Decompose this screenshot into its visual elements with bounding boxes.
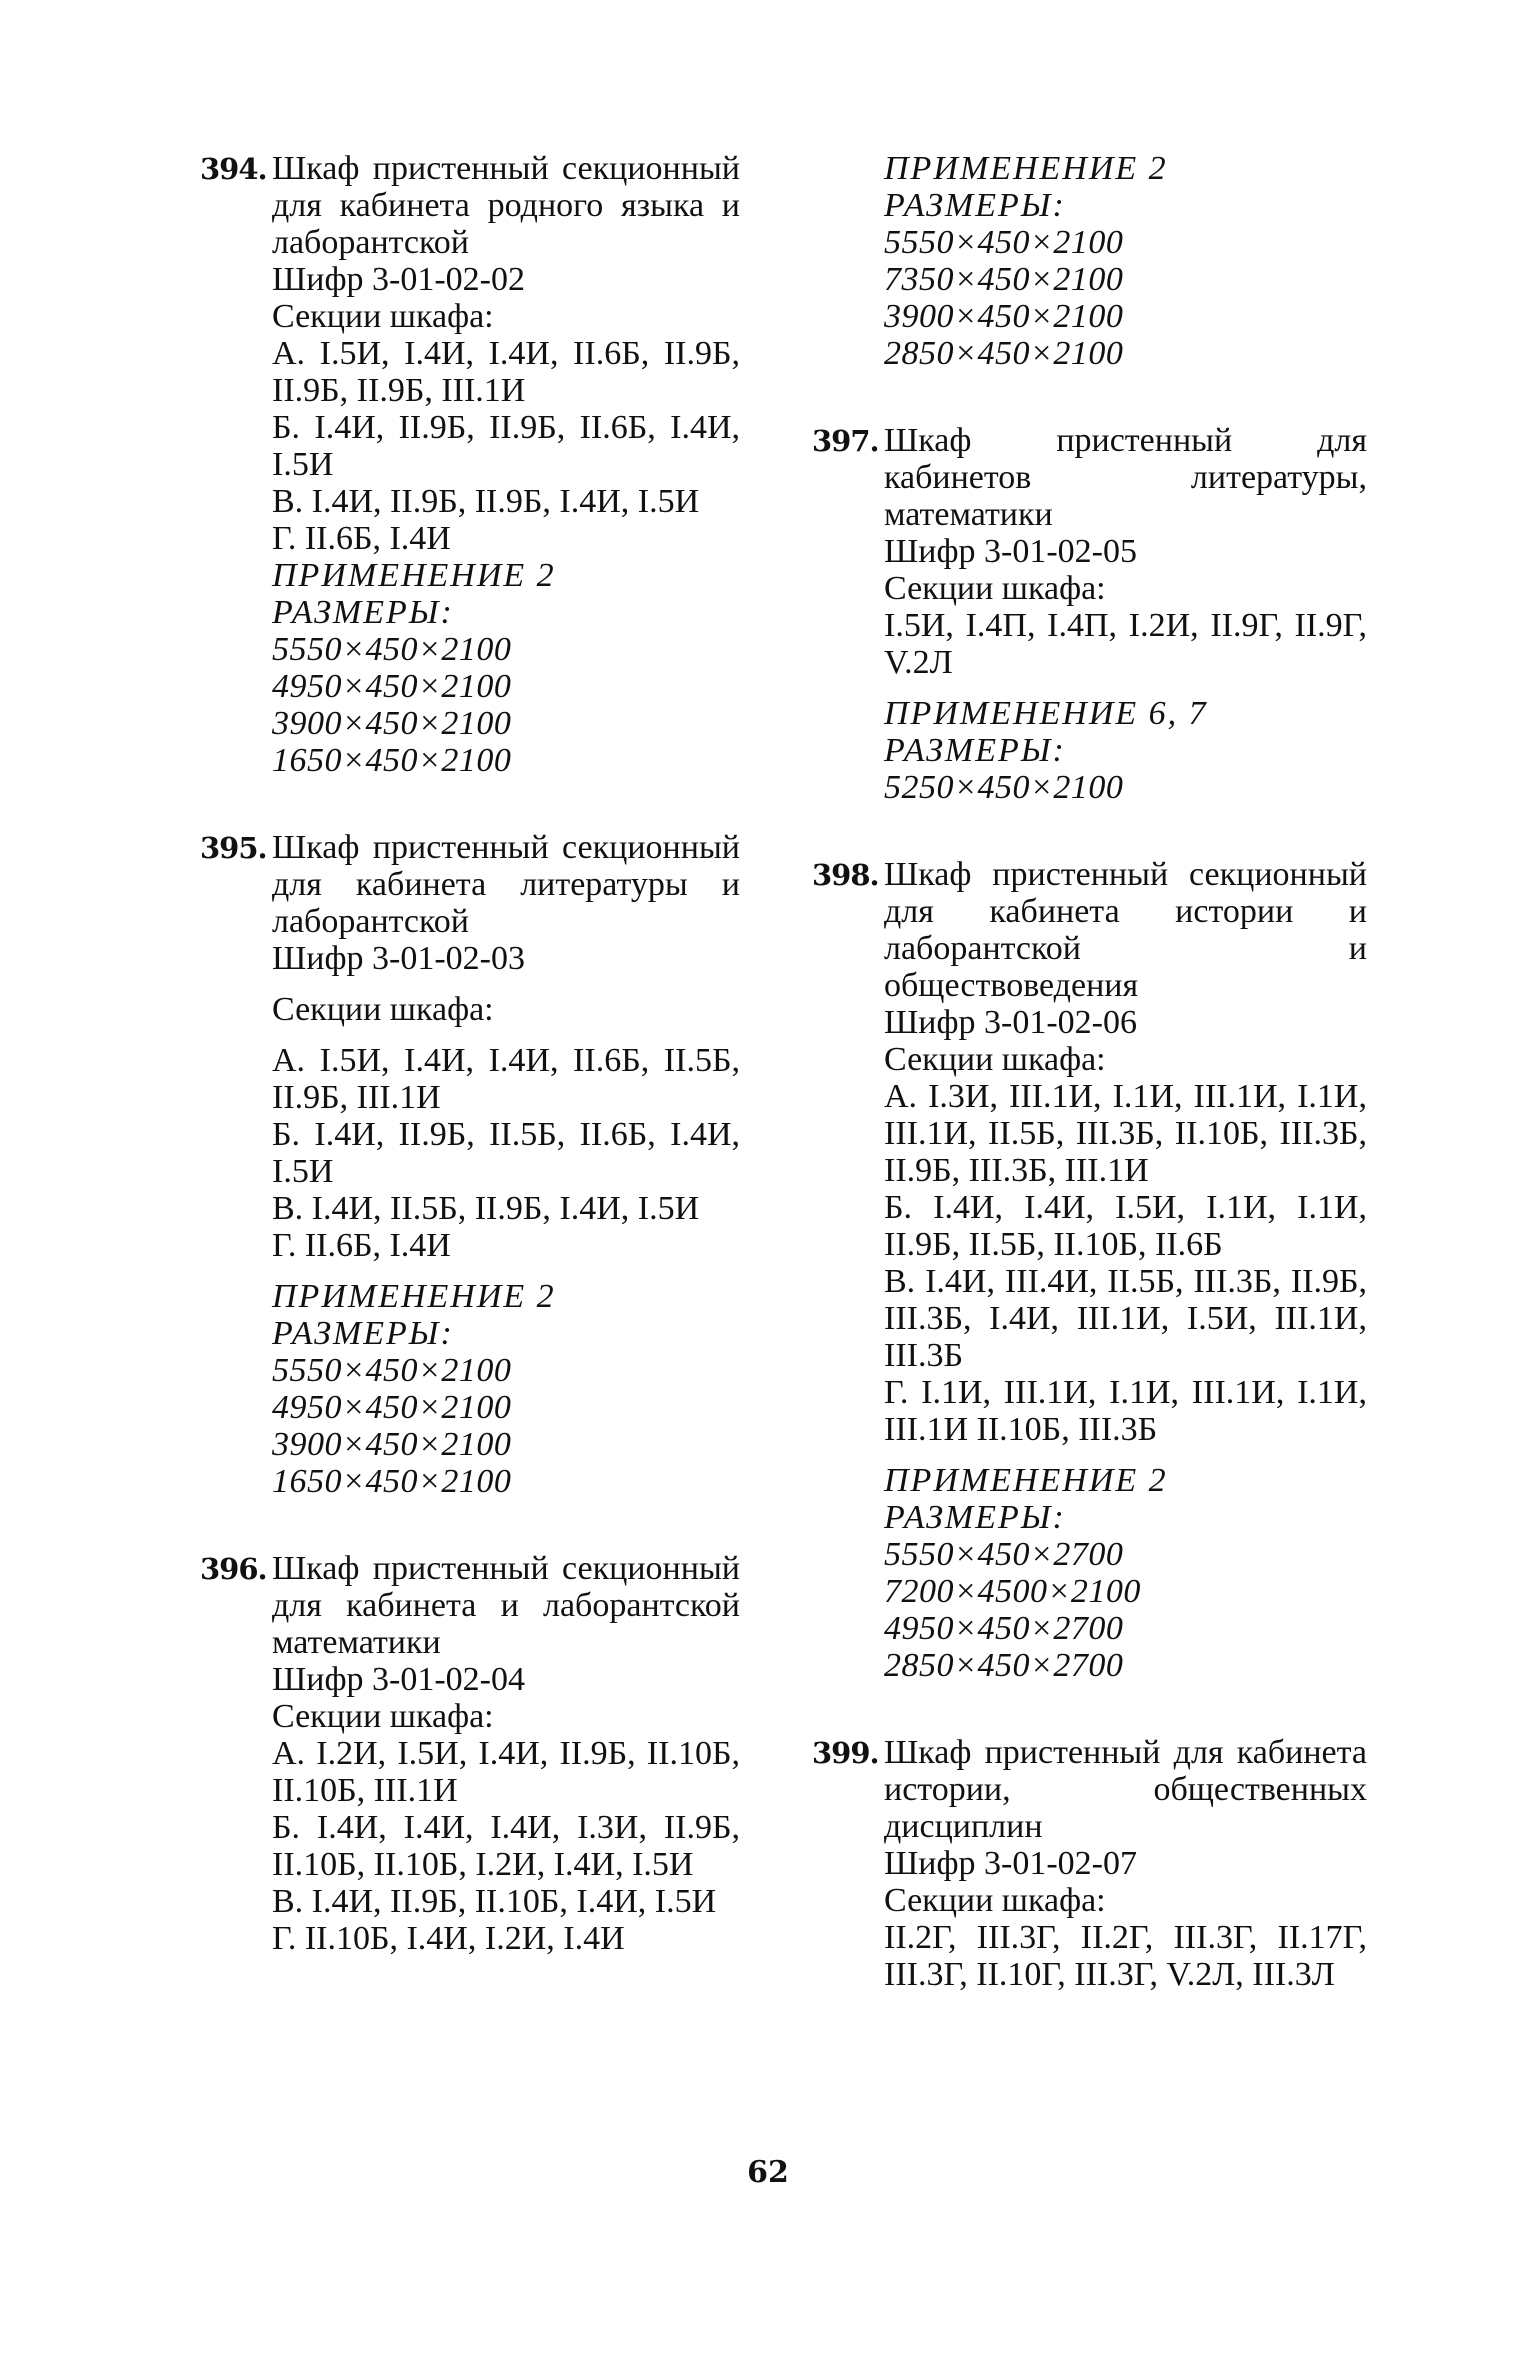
application-label: ПРИМЕНЕНИЕ 2 bbox=[884, 1462, 1168, 1499]
sizes-label: РАЗМЕРЫ: bbox=[884, 732, 1066, 769]
section-line: Б. I.4И, I.4И, I.5И, I.1И, I.1И, II.9Б, II.5Б, II.10Б, II.6Б bbox=[884, 1189, 1367, 1263]
entry-title: Шкаф пристенный секционный для кабинета и лаборантской математики bbox=[272, 1550, 740, 1661]
entry-code: Шифр 3-01-02-02 bbox=[272, 261, 525, 298]
size-value: 1650×450×2100 bbox=[272, 742, 512, 779]
size-value: 1650×450×2100 bbox=[272, 1463, 512, 1500]
section-line: Б. I.4И, I.4И, I.4И, I.3И, II.9Б, II.10Б, II.10Б, I.2И, I.4И, I.5И bbox=[272, 1809, 740, 1883]
right-column bbox=[812, 150, 1367, 2043]
size-value: 4950×450×2100 bbox=[272, 668, 512, 705]
application-label: ПРИМЕНЕНИЕ 2 bbox=[272, 1278, 556, 1315]
size-value: 5550×450×2700 bbox=[884, 1536, 1124, 1573]
section-line: Б. I.4И, II.9Б, II.9Б, II.6Б, I.4И, I.5И bbox=[272, 409, 740, 483]
size-value: 3900×450×2100 bbox=[884, 298, 1124, 335]
section-line: Г. II.6Б, I.4И bbox=[272, 1227, 451, 1264]
sections-header: Секции шкафа: bbox=[884, 1882, 1106, 1919]
sections-header: Секции шкафа: bbox=[272, 298, 494, 335]
section-line: В. I.4И, II.9Б, II.10Б, I.4И, I.5И bbox=[272, 1883, 717, 1920]
section-line: Г. II.6Б, I.4И bbox=[272, 520, 451, 557]
section-line: Г. I.1И, III.1И, I.1И, III.1И, I.1И, III.1И II.10Б, III.3Б bbox=[884, 1374, 1367, 1448]
size-value: 5550×450×2100 bbox=[884, 224, 1124, 261]
entry-number: 394. bbox=[200, 152, 267, 186]
page-number: 62 bbox=[747, 2155, 789, 2190]
sizes-label: РАЗМЕРЫ: bbox=[272, 1315, 454, 1352]
size-value: 2850×450×2700 bbox=[884, 1647, 1124, 1684]
application-label: ПРИМЕНЕНИЕ 6, 7 bbox=[884, 695, 1208, 732]
catalog-entry-continuation bbox=[812, 150, 1367, 372]
entry-code: Шифр 3-01-02-03 bbox=[272, 940, 525, 977]
left-column bbox=[200, 150, 740, 2007]
size-value: 5550×450×2100 bbox=[272, 631, 512, 668]
size-value: 3900×450×2100 bbox=[272, 1426, 512, 1463]
sizes-label: РАЗМЕРЫ: bbox=[884, 1499, 1066, 1536]
entry-title: Шкаф пристенный для кабинетов литературы, математики bbox=[884, 422, 1367, 533]
size-value: 3900×450×2100 bbox=[272, 705, 512, 742]
entry-code: Шифр 3-01-02-07 bbox=[884, 1845, 1137, 1882]
application-label: ПРИМЕНЕНИЕ 2 bbox=[884, 150, 1168, 187]
catalog-entry-398 bbox=[812, 856, 1367, 1684]
sizes-label: РАЗМЕРЫ: bbox=[884, 187, 1066, 224]
entry-number: 398. bbox=[812, 858, 879, 892]
section-line: А. I.2И, I.5И, I.4И, II.9Б, II.10Б, II.10Б, III.1И bbox=[272, 1735, 740, 1809]
size-value: 2850×450×2100 bbox=[884, 335, 1124, 372]
sections-header: Секции шкафа: bbox=[884, 570, 1106, 607]
entry-title: Шкаф пристенный для кабинета истории, общественных дисциплин bbox=[884, 1734, 1367, 1845]
size-value: 4950×450×2700 bbox=[884, 1610, 1124, 1647]
size-value: 5550×450×2100 bbox=[272, 1352, 512, 1389]
entry-number: 396. bbox=[200, 1552, 267, 1586]
catalog-entry-396 bbox=[200, 1550, 740, 1957]
catalog-entry-395 bbox=[200, 829, 740, 1500]
size-value: 7200×4500×2100 bbox=[884, 1573, 1141, 1610]
entry-title: Шкаф пристенный секционный для кабинета литературы и лаборантской bbox=[272, 829, 740, 940]
section-line: II.2Г, III.3Г, II.2Г, III.3Г, II.17Г, III.3Г, II.10Г, III.3Г, V.2Л, III.3Л bbox=[884, 1919, 1367, 1993]
catalog-entry-397 bbox=[812, 422, 1367, 806]
section-line: Г. II.10Б, I.4И, I.2И, I.4И bbox=[272, 1920, 625, 1957]
size-value: 5250×450×2100 bbox=[884, 769, 1124, 806]
section-line: В. I.4И, III.4И, II.5Б, III.3Б, II.9Б, III.3Б, I.4И, III.1И, I.5И, III.1И, III.3Б bbox=[884, 1263, 1367, 1374]
size-value: 4950×450×2100 bbox=[272, 1389, 512, 1426]
section-line: А. I.5И, I.4И, I.4И, II.6Б, II.9Б, II.9Б, II.9Б, III.1И bbox=[272, 335, 740, 409]
sizes-label: РАЗМЕРЫ: bbox=[272, 594, 454, 631]
section-line: А. I.3И, III.1И, I.1И, III.1И, I.1И, III.1И, II.5Б, III.3Б, II.10Б, III.3Б, II.9Б, III.3Б, III.1И bbox=[884, 1078, 1367, 1189]
catalog-entry-394 bbox=[200, 150, 740, 779]
size-value: 7350×450×2100 bbox=[884, 261, 1124, 298]
section-line: Б. I.4И, II.9Б, II.5Б, II.6Б, I.4И, I.5И bbox=[272, 1116, 740, 1190]
entry-code: Шифр 3-01-02-06 bbox=[884, 1004, 1137, 1041]
entry-number: 395. bbox=[200, 831, 267, 865]
sections-header: Секции шкафа: bbox=[272, 1698, 494, 1735]
section-line: В. I.4И, II.9Б, II.9Б, I.4И, I.5И bbox=[272, 483, 700, 520]
catalog-entry-399 bbox=[812, 1734, 1367, 1993]
section-line: В. I.4И, II.5Б, II.9Б, I.4И, I.5И bbox=[272, 1190, 700, 1227]
entry-number: 399. bbox=[812, 1736, 879, 1770]
section-line: I.5И, I.4П, I.4П, I.2И, II.9Г, II.9Г, V.2Л bbox=[884, 607, 1367, 681]
entry-code: Шифр 3-01-02-04 bbox=[272, 1661, 525, 1698]
sections-header: Секции шкафа: bbox=[884, 1041, 1106, 1078]
entry-number: 397. bbox=[812, 424, 879, 458]
entry-code: Шифр 3-01-02-05 bbox=[884, 533, 1137, 570]
entry-title: Шкаф пристенный секционный для кабинета истории и лаборантской и обществоведения bbox=[884, 856, 1367, 1004]
section-line: А. I.5И, I.4И, I.4И, II.6Б, II.5Б, II.9Б, III.1И bbox=[272, 1042, 740, 1116]
entry-title: Шкаф пристенный секционный для кабинета родного языка и лаборантской bbox=[272, 150, 740, 261]
sections-header: Секции шкафа: bbox=[272, 991, 494, 1028]
application-label: ПРИМЕНЕНИЕ 2 bbox=[272, 557, 556, 594]
